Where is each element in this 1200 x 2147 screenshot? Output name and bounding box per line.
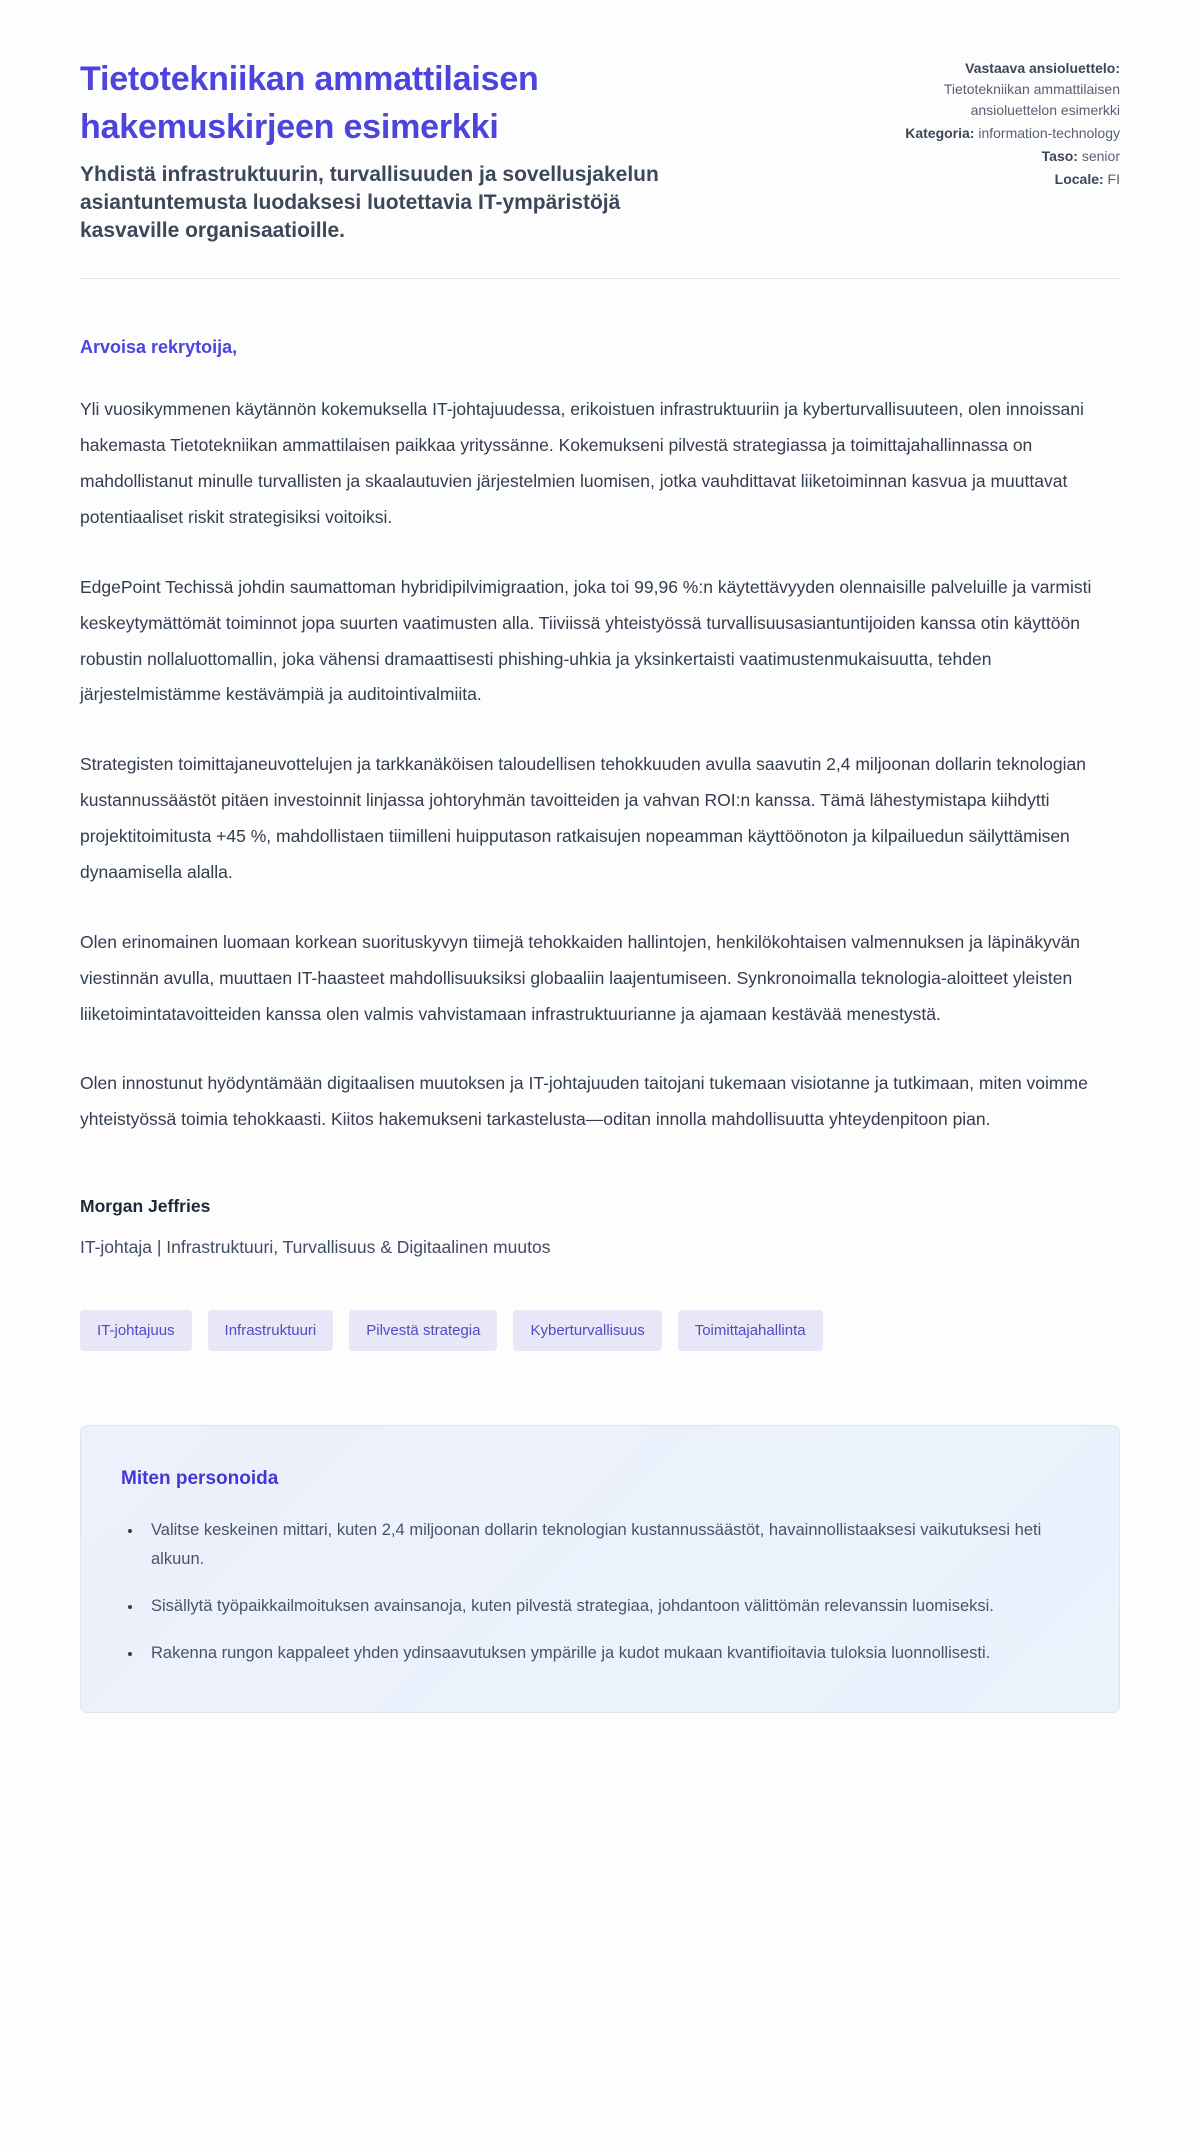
personalization-callout [80,1425,1120,1713]
callout-bullet-list [121,1516,1079,1668]
meta-label: Locale: [1054,171,1104,187]
meta-value: senior [1081,148,1120,164]
letter-paragraph: Olen erinomainen luomaan korkean suorituskyvyn tiimejä tehokkaiden hallintojen, henkilökohtaisen valmennuksen ja läpinäkyvän viestinnän avulla, muuttaen IT-haasteet mahdollisuuksiksi globaaliin laajentumiseen. Synkronoimalla teknologia-aloitteet yleisten liiketoimintatavoitteiden kanssa olen valmis vahvistamaan infrastruktuurianne ja ajamaan kestävää menestystä. [80,931,1081,1024]
meta-row [880,123,1120,144]
meta-label: Kategoria: [905,125,975,141]
callout-bullet: • Rakenna rungon kappaleet yhden ydinsaavutuksen ympärille ja kudot mukaan kvantifioitavia tuloksia luonnollisesti. [143,1639,1079,1668]
page-subtitle: Yhdistä infrastruktuurin, turvallisuuden ja sovellusjakelun asiantuntemusta luodaksesi luotettavia IT-ympäristöjä kasvaville organisaatioille. [80,163,659,242]
callout-title: Miten personoida [121,1468,279,1490]
skill-tags [80,1310,1120,1351]
page-header [80,56,1120,244]
cover-letter-page [80,0,1120,1785]
signature-role: IT-johtaja | Infrastruktuuri, Turvallisuus & Digitaalinen muutos [80,1237,551,1258]
meta-value: Tietotekniikan ammattilaisen ansioluettelon esimerkki [943,81,1120,118]
meta-row [880,169,1120,190]
meta-value: information-technology [978,125,1120,141]
letter-salutation: Arvoisa rekrytoija, [80,337,238,358]
letter-paragraph: Olen innostunut hyödyntämään digitaalisen muutoksen ja IT-johtajuuden taitojani tukemaan visiotanne ja tutkimaan, miten voimme yhteistyössä toimia tehokkaasti. Kiitos hakemukseni tarkastelusta—oditan innolla mahdollisuutta yhteydenpitoon pian. [80,1073,1088,1130]
skill-tag[interactable]: Kyberturvallisuus [513,1310,661,1351]
meta-label: Vastaava ansioluettelo: [965,60,1120,76]
callout-bullet: • Valitse keskeinen mittari, kuten 2,4 miljoonan dollarin teknologian kustannussäästöt, havainnollistaaksesi vaikutuksesi heti alkuun. [143,1516,1079,1574]
callout-bullet: • Sisällytä työpaikkailmoituksen avainsanoja, kuten pilvestä strategiaa, johdantoon välittömän relevanssin luomiseksi. [143,1592,1079,1621]
meta-value: FI [1107,171,1120,187]
letter-paragraph: Yli vuosikymmenen käytännön kokemuksella IT-johtajuudessa, erikoistuen infrastruktuuriin ja kyberturvallisuuteen, olen innoissani hakemasta Tietotekniikan ammattilaisen paikkaa yrityssänne. Kokemukseni pilvestä strategiassa ja toimittajahallinnassa on mahdollistanut minulle turvallisten ja skaalautuvien järjestelmien luomisen, jotka vauhdittavat liiketoiminnan kasvua ja muuttavat potentiaaliset riskit strategisiksi voitoiksi. [80,399,1084,527]
meta-row [880,146,1120,167]
meta-label: Taso: [1041,148,1078,164]
skill-tag[interactable]: Toimittajahallinta [678,1310,823,1351]
letter-paragraph: Strategisten toimittajaneuvottelujen ja tarkkanäköisen taloudellisen tehokkuuden avulla saavutin 2,4 miljoonan dollarin teknologian kustannussäästöt pitäen investoinnit linjassa johtoryhmän tavoitteiden ja vahvan ROI:n kanssa. Tämä lähestymistapa kiihdytti projektitoimitusta +45 %, mahdollistaen tiimilleni huipputason ratkaisujen nopeamman käyttöönoton ja kilpailuedun säilyttämisen dynaamisella alalla. [80,754,1086,882]
header-title-block [80,56,700,244]
skill-tag[interactable]: IT-johtajuus [80,1310,192,1351]
page-title: Tietotekniikan ammattilaisen hakemuskirjeen esimerkki [80,60,539,146]
letter-body [80,392,1120,1138]
document-meta [880,56,1120,244]
meta-row [880,58,1120,121]
skill-tag[interactable]: Pilvestä strategia [349,1310,497,1351]
skill-tag[interactable]: Infrastruktuuri [208,1310,334,1351]
signature-name: Morgan Jeffries [80,1196,211,1217]
header-divider [80,278,1120,279]
letter-paragraph: EdgePoint Techissä johdin saumattoman hybridipilvimigraation, joka toi 99,96 %:n käytettävyyden olennaisille palveluille ja varmisti keskeytymättömät toiminnot jopa suurten vaatimusten alla. Tiiviissä yhteistyössä turvallisuusasiantuntijoiden kanssa otin käyttöön robustin nollaluottomallin, joka vähensi dramaattisesti phishing-uhkia ja yksinkertaisti vaatimustenmukaisuutta, tehden järjestelmistämme kestävämpiä ja auditointivalmiita. [80,576,1092,705]
